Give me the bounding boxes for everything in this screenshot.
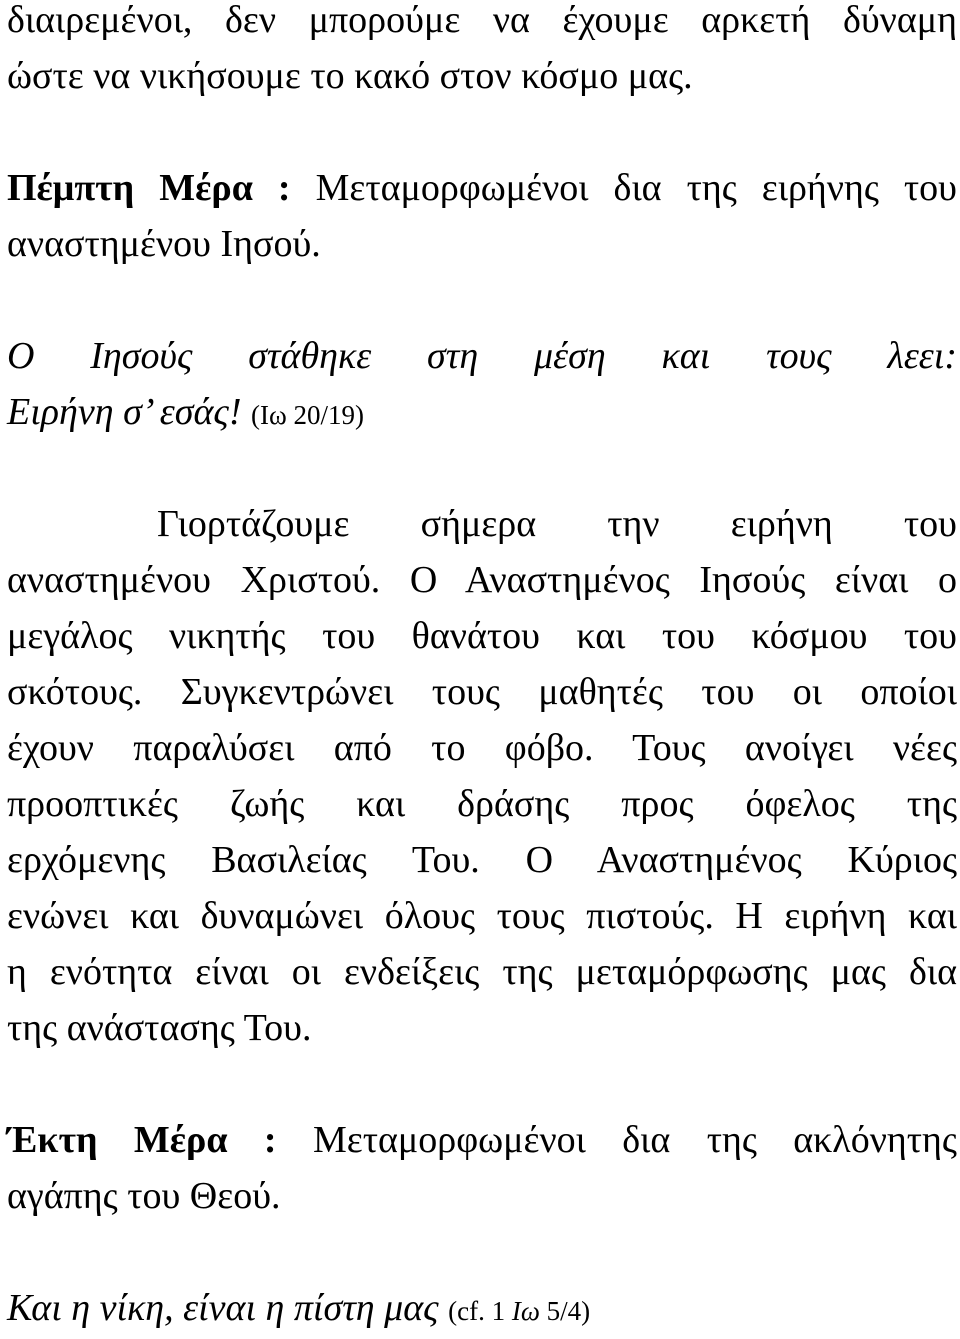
intro-line-1: διαιρεμένοι, δεν μπορούμε να έχουμε αρκετή δύναμη (7, 0, 957, 41)
day5-body-line: της ανάστασης Του. (7, 1007, 312, 1049)
day6-quote (7, 1280, 957, 1336)
spacer (7, 1056, 957, 1112)
day5-heading-text: Μεταμορφωμένοι δια της ειρήνης του (315, 167, 957, 209)
day6-quote-ref-suffix: 5/4) (539, 1296, 591, 1326)
spacer (7, 1224, 957, 1280)
day5-heading-continued: αναστημένου Ιησού. (7, 223, 321, 265)
day5-body-line: έχουν παραλύσει από το φόβο. Τους ανοίγει νέες (7, 727, 957, 769)
day5-heading-label: Πέμπτη Μέρα : (7, 167, 291, 209)
day6-heading-label: Έκτη Μέρα : (7, 1119, 277, 1161)
day5-body-line: η ενότητα είναι οι ενδείξεις της μεταμόρφωσης μας δια (7, 951, 957, 993)
document-page (7, 0, 957, 1336)
day5-body-line: προοπτικές ζωής και δράσης προς όφελος της (7, 783, 957, 825)
day6-heading-continued: αγάπης του Θεού. (7, 1175, 281, 1217)
day5-body-line: Γιορτάζουμε σήμερα την ειρήνη του (157, 503, 957, 545)
spacer (7, 272, 957, 328)
day5-body-line: ερχόμενης Βασιλείας Του. Ο Αναστημένος Κύριος (7, 839, 957, 881)
day6-quote-text: Και η νίκη, είναι η πίστη μας (7, 1287, 439, 1329)
day6-heading-text: Μεταμορφωμένοι δια της ακλόνητης (312, 1119, 957, 1161)
day6-quote-reference (448, 1296, 590, 1326)
spacer (7, 104, 957, 160)
day6-quote-ref-book: Ιω (511, 1296, 540, 1326)
day5-body-line: ενώνει και δυναμώνει όλους τους πιστούς. Η ειρήνη και (7, 895, 957, 937)
day5-quote-line-1: Ο Ιησούς στάθηκε στη μέση και τους λεει: (7, 335, 957, 377)
day5-body-line: αναστημένου Χριστού. Ο Αναστημένος Ιησούς είναι ο (7, 559, 957, 601)
day6-heading (7, 1112, 957, 1168)
day5-quote-line-2 (7, 384, 957, 440)
day5-quote-reference: (Ιω 20/19) (251, 400, 364, 430)
day6-quote-ref-prefix: (cf. 1 (448, 1296, 512, 1326)
day5-quote-text: Ειρήνη σ’ εσάς! (7, 391, 242, 433)
day5-body-line: σκότους. Συγκεντρώνει τους μαθητές του οι οποίοι (7, 671, 957, 713)
day5-body-line: μεγάλος νικητής του θανάτου και του κόσμου του (7, 615, 957, 657)
spacer (7, 440, 957, 496)
intro-line-2: ώστε να νικήσουμε το κακό στον κόσμο μας. (7, 55, 693, 97)
day5-heading (7, 160, 957, 216)
